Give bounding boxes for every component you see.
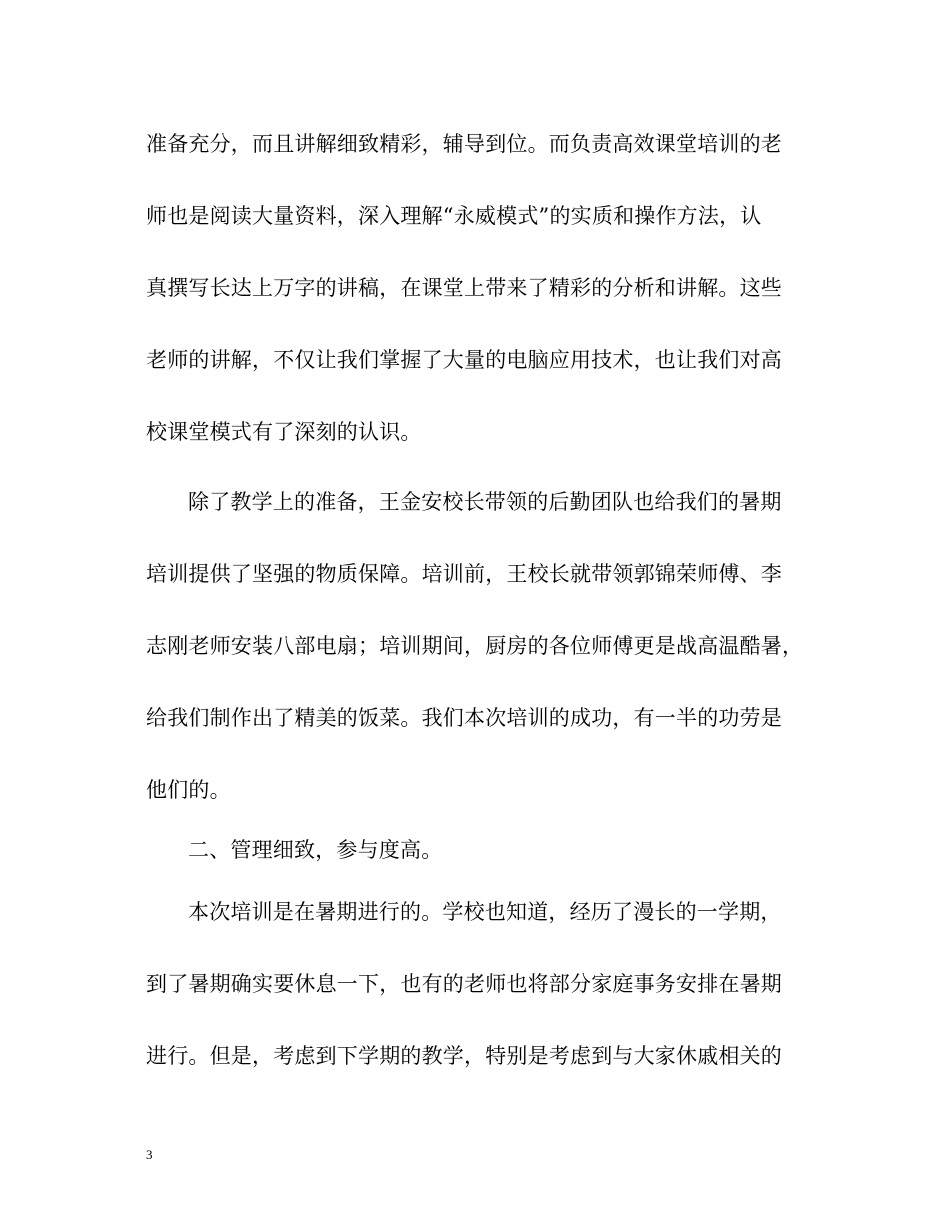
text-line-4: 老师的讲解，不仅让我们掌握了大量的电脑应用技术，也让我们对高: [146, 348, 782, 372]
text-line-12: 本次培训是在暑期进行的。学校也知道，经历了漫长的一学期，: [188, 900, 782, 924]
text-line-7: 培训提供了坚强的物质保障。培训前，王校长就带领郭锦荣师傅、李: [146, 562, 782, 586]
section-heading: 二、管理细致，参与度高。: [188, 838, 443, 862]
text-line-5: 校课堂模式有了深刻的认识。: [146, 420, 422, 444]
text-line-10: 他们的。: [146, 778, 231, 802]
text-line-9: 给我们制作出了精美的饭菜。我们本次培训的成功，有一半的功劳是: [146, 706, 782, 730]
text-line-6: 除了教学上的准备，王金安校长带领的后勤团队也给我们的暑期: [188, 490, 782, 514]
text-line-1: 准备充分，而且讲解细致精彩，辅导到位。而负责高效课堂培训的老: [146, 132, 782, 156]
text-line-2: 师也是阅读大量资料，深入理解“永威模式”的实质和操作方法，认: [146, 204, 762, 228]
page-number: 3: [146, 1147, 153, 1162]
text-line-3: 真撰写长达上万字的讲稿，在课堂上带来了精彩的分析和讲解。这些: [146, 276, 782, 300]
text-line-13: 到了暑期确实要休息一下，也有的老师也将部分家庭事务安排在暑期: [146, 972, 782, 996]
text-line-8: 志刚老师安装八部电扇；培训期间，厨房的各位师傅更是战高温酷暑，: [146, 634, 804, 658]
text-line-14: 进行。但是，考虑到下学期的教学，特别是考虑到与大家休戚相关的: [146, 1044, 782, 1068]
